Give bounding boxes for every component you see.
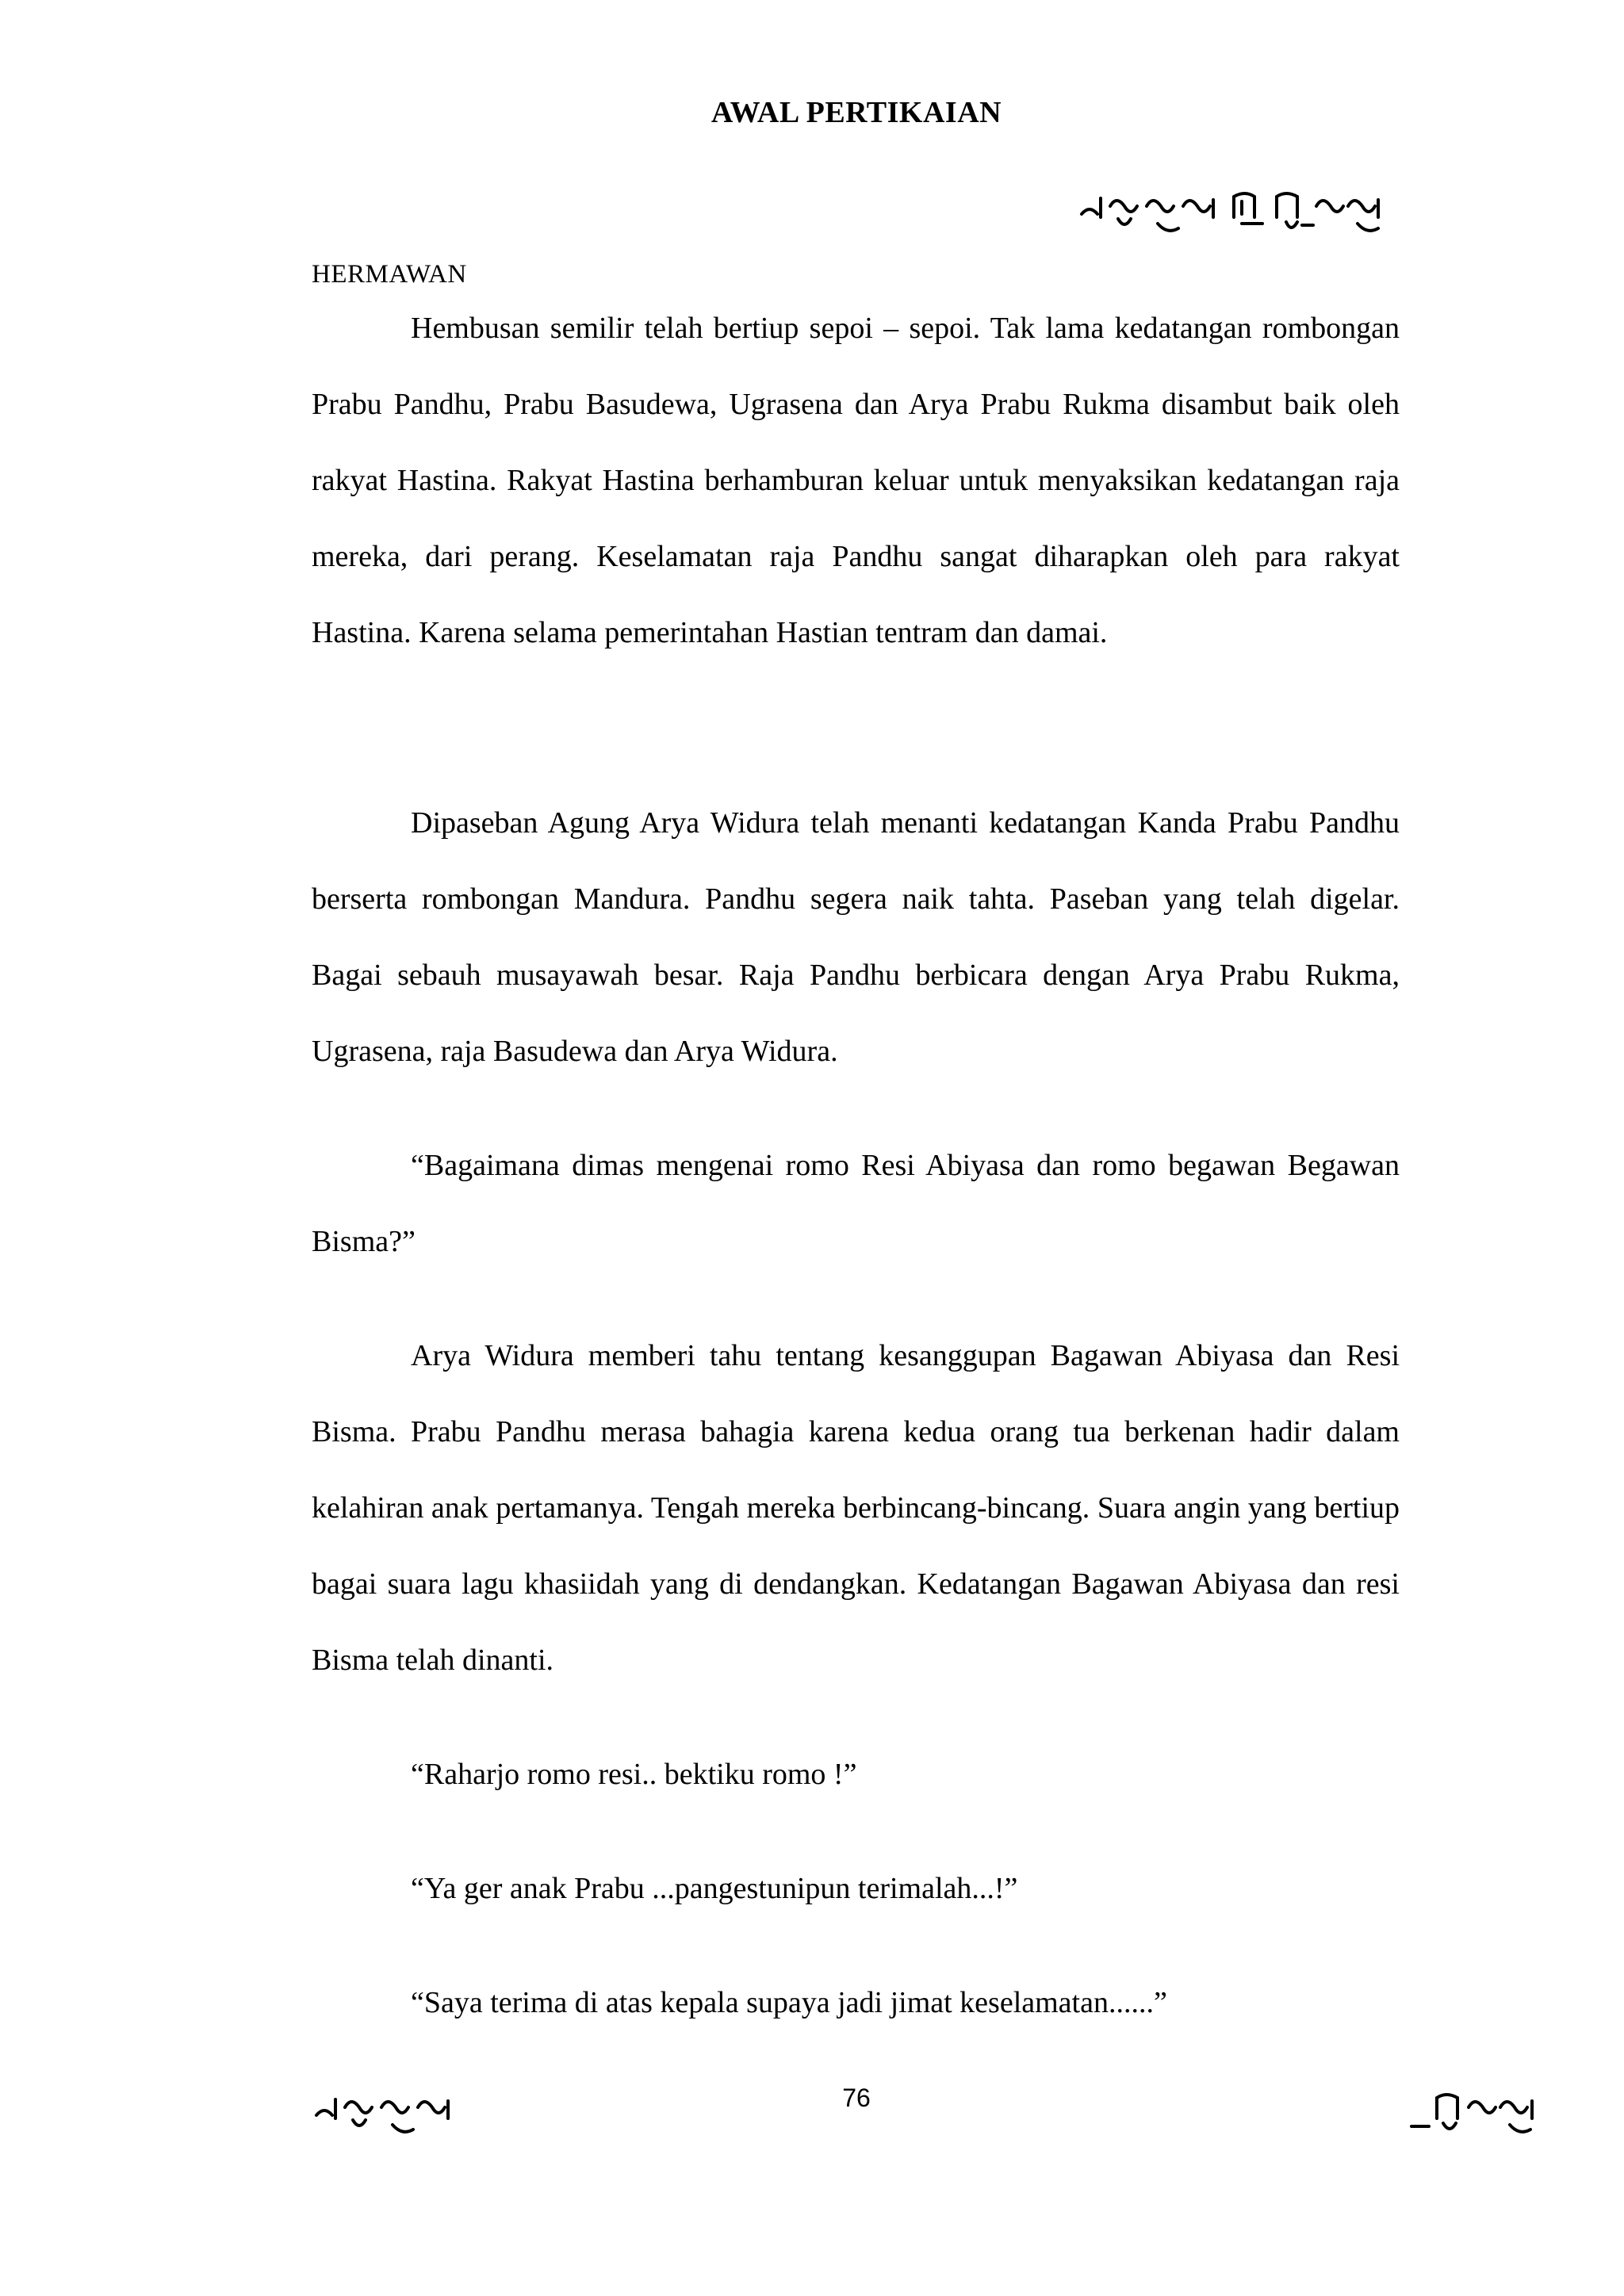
- author-name: HERMAWAN: [312, 260, 467, 289]
- paragraph-5: [312, 1736, 1400, 1812]
- paragraph-4: [312, 1318, 1400, 1698]
- paragraph-6: [312, 1850, 1400, 1927]
- paragraph-text: “Ya ger anak Prabu ...pangestunipun terimalah...!”: [411, 1872, 1018, 1905]
- javanese-script-footer-right-icon: [1405, 2084, 1564, 2147]
- paragraph-7: [312, 1965, 1400, 2041]
- javanese-script-header-ornament: [1078, 182, 1396, 246]
- paragraph-text: “Saya terima di atas kepala supaya jadi jimat keselamatan......”: [411, 1986, 1167, 2019]
- javanese-script-header-icon: [1078, 182, 1396, 246]
- paragraph-text: Arya Widura memberi tahu tentang kesanggupan Bagawan Abiyasa dan Resi Bisma. Prabu Pandhu merasa bahagia karena kedua orang tua berkenan hadir dalam kelahiran anak pertamanya. Tengah mereka berbincang-bincang. Suara angin yang bertiup bagai suara lagu khasiidah yang di dendangkan. Kedatangan Bagawan Abiyasa dan resi Bisma telah dinanti.: [312, 1339, 1400, 1677]
- javanese-script-footer-left-ornament: [313, 2084, 504, 2147]
- paragraph-text: “Bagaimana dimas mengenai romo Resi Abiyasa dan romo begawan Begawan Bisma?”: [312, 1149, 1400, 1258]
- javanese-script-footer-left-icon: [313, 2084, 504, 2147]
- javanese-script-footer-right-ornament: [1405, 2084, 1564, 2147]
- paragraph-1: [312, 290, 1400, 671]
- paragraph-text: Hembusan semilir telah bertiup sepoi – sepoi. Tak lama kedatangan rombongan Prabu Pandhu, Prabu Basudewa, Ugrasena dan Arya Prabu Rukma disambut baik oleh rakyat Hastina. Rakyat Hastina berhamburan keluar untuk menyaksikan kedatangan raja mereka, dari perang. Keselamatan raja Pandhu sangat diharapkan oleh para rakyat Hastina. Karena selama pemerintahan Hastian tentram dan damai.: [312, 312, 1400, 649]
- paragraph-3: [312, 1127, 1400, 1280]
- paragraph-text: “Raharjo romo resi.. bektiku romo !”: [411, 1758, 857, 1791]
- paragraph-2: [312, 785, 1400, 1089]
- chapter-title: AWAL PERTIKAIAN: [710, 96, 1002, 129]
- paragraph-text: Dipaseban Agung Arya Widura telah menanti kedatangan Kanda Prabu Pandhu berserta rombongan Mandura. Pandhu segera naik tahta. Paseban yang telah digelar. Bagai sebauh musayawah besar. Raja Pandhu berbicara dengan Arya Prabu Rukma, Ugrasena, raja Basudewa dan Arya Widura.: [312, 806, 1400, 1068]
- page-number: 76: [842, 2084, 871, 2112]
